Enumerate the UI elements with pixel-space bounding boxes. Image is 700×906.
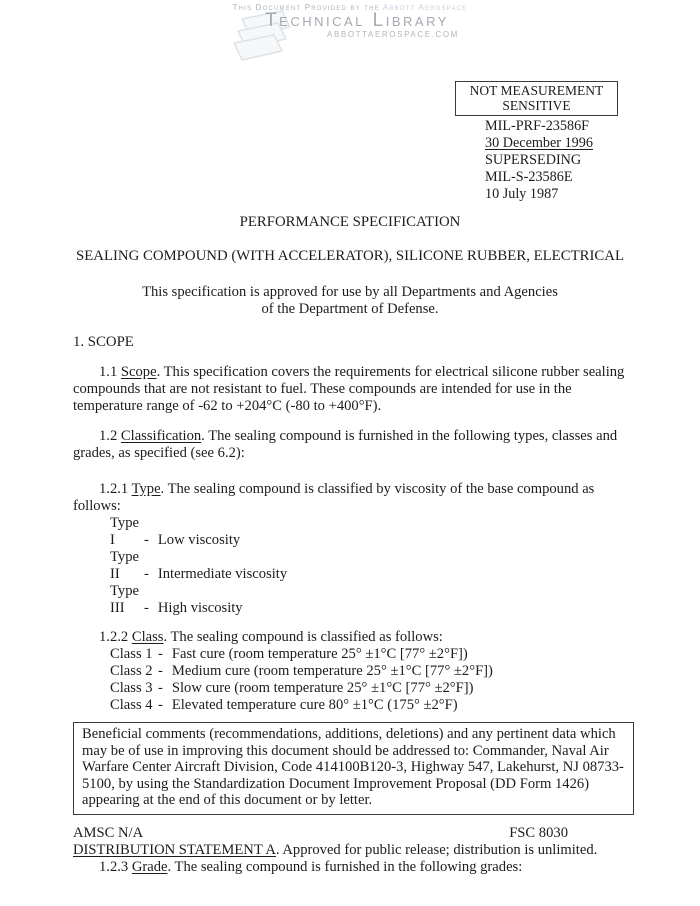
distribution-statement bbox=[73, 842, 634, 859]
brand-name-text: Abbott Aerospace bbox=[382, 3, 468, 12]
class-label: Class 4 bbox=[110, 697, 153, 713]
distribution-label: DISTRIBUTION STATEMENT A bbox=[73, 841, 276, 858]
approval-line1: This specification is approved for use by all Departments and Agencies bbox=[142, 284, 558, 300]
class-desc: Elevated temperature cure 80° ±1°C (175° ±2°F) bbox=[171, 697, 458, 713]
class-desc: Medium cure (room temperature 25° ±1°C [77° ±2°F]) bbox=[171, 663, 493, 679]
beneficial-comments-text: Beneficial comments (recommendations, additions, deletions) and any pertinent data which may be of use in improving this document should be addressed to: Commander, Naval Air Warfare Center Aircraft Division, Code 414100B120-3, Highway 547, Lakehurst, NJ 08733-5100, by using the Standardization Document Improvement Proposal (DD Form 1426) appearing at the end of this document or by letter. bbox=[82, 726, 624, 808]
para-text: . The sealing compound is classified by viscosity of the base compound as follows: bbox=[73, 481, 595, 514]
separator-dash: - bbox=[144, 600, 149, 616]
website-text: ABBOTTAEROSPACE.COM bbox=[327, 30, 459, 39]
class-label: Class 3 bbox=[110, 680, 153, 696]
para-keyword: Classification bbox=[120, 428, 202, 444]
para-keyword: Scope bbox=[120, 364, 157, 380]
class-label: Class 2 bbox=[110, 663, 153, 679]
fsc-number: FSC 8030 bbox=[509, 824, 568, 841]
para-text: . This specification covers the requirements for electrical silicone rubber sealing compounds that are not resistant to fuel. These compounds are intended for use in the temperature range of -62 to +204°C (-80 to +400°F). bbox=[73, 364, 625, 414]
class-item bbox=[73, 646, 634, 663]
class-item bbox=[73, 680, 634, 697]
para-1-1 bbox=[73, 364, 634, 415]
para-num: 1.2 bbox=[99, 428, 118, 444]
para-num: 1.2.3 bbox=[99, 858, 129, 875]
class-item bbox=[73, 697, 634, 714]
superseded-date: 10 July 1987 bbox=[485, 186, 559, 202]
type-label: Type II bbox=[110, 549, 139, 582]
para-text: . The sealing compound is furnished in the following grades: bbox=[167, 858, 523, 875]
para-keyword: Grade bbox=[131, 858, 168, 875]
separator-dash: - bbox=[158, 663, 163, 679]
beneficial-comments-box bbox=[73, 722, 634, 815]
section-1-heading: 1. SCOPE bbox=[73, 334, 134, 350]
para-num: 1.1 bbox=[99, 364, 118, 380]
class-item bbox=[73, 663, 634, 680]
spec-id-lines bbox=[485, 118, 700, 203]
separator-dash: - bbox=[144, 566, 149, 582]
para-text: . The sealing compound is classified as follows: bbox=[163, 629, 443, 645]
para-1-2-2 bbox=[73, 629, 634, 646]
separator-dash: - bbox=[144, 532, 149, 548]
spec-subject-title: SEALING COMPOUND (WITH ACCELERATOR), SILICONE RUBBER, ELECTRICAL bbox=[75, 248, 625, 264]
superseding-label: SUPERSEDING bbox=[485, 152, 582, 168]
spec-number: MIL-PRF-23586F bbox=[485, 118, 590, 134]
type-item bbox=[73, 515, 634, 549]
amsc-fsc-row bbox=[73, 825, 634, 842]
document-body bbox=[73, 334, 634, 714]
type-desc: Low viscosity bbox=[157, 532, 241, 548]
para-num: 1.2.1 bbox=[99, 481, 129, 497]
provided-by-text: This Document Provided by the bbox=[232, 3, 380, 12]
class-label: Class 1 bbox=[110, 646, 153, 662]
type-label: Type I bbox=[110, 515, 139, 548]
separator-dash: - bbox=[158, 680, 163, 696]
sensitivity-line2: SENSITIVE bbox=[502, 98, 571, 113]
superseded-number: MIL-S-23586E bbox=[485, 169, 573, 185]
type-desc: High viscosity bbox=[157, 600, 243, 616]
spec-date: 30 December 1996 bbox=[485, 135, 593, 151]
para-1-2-1 bbox=[73, 481, 634, 515]
doc-id-block bbox=[0, 81, 700, 203]
para-keyword: Class bbox=[131, 629, 164, 645]
separator-dash: - bbox=[158, 646, 163, 662]
class-desc: Fast cure (room temperature 25° ±1°C [77° ±2°F]) bbox=[171, 646, 468, 662]
spec-type-title: PERFORMANCE SPECIFICATION bbox=[239, 214, 461, 230]
type-item bbox=[73, 583, 634, 617]
para-1-2-3 bbox=[73, 859, 634, 876]
para-1-2 bbox=[73, 428, 634, 462]
sensitivity-line1: NOT MEASUREMENT bbox=[469, 83, 604, 98]
separator-dash: - bbox=[158, 697, 163, 713]
approval-line2: of the Department of Defense. bbox=[261, 301, 439, 317]
distribution-text: . Approved for public release; distribution is unlimited. bbox=[275, 841, 598, 858]
type-desc: Intermediate viscosity bbox=[157, 566, 288, 582]
amsc-number: AMSC N/A bbox=[73, 824, 144, 841]
abbott-header bbox=[0, 0, 700, 47]
library-title: Technical Library bbox=[265, 10, 449, 31]
class-desc: Slow cure (room temperature 25° ±1°C [77° ±2°F]) bbox=[171, 680, 474, 696]
type-item bbox=[73, 549, 634, 583]
type-label: Type III bbox=[110, 583, 139, 616]
para-num: 1.2.2 bbox=[99, 629, 129, 645]
para-text: . The sealing compound is furnished in the following types, classes and grades, as specified (see 6.2): bbox=[73, 428, 618, 461]
para-keyword: Type bbox=[131, 481, 161, 497]
sensitivity-box bbox=[455, 81, 618, 116]
approval-statement bbox=[0, 284, 700, 318]
